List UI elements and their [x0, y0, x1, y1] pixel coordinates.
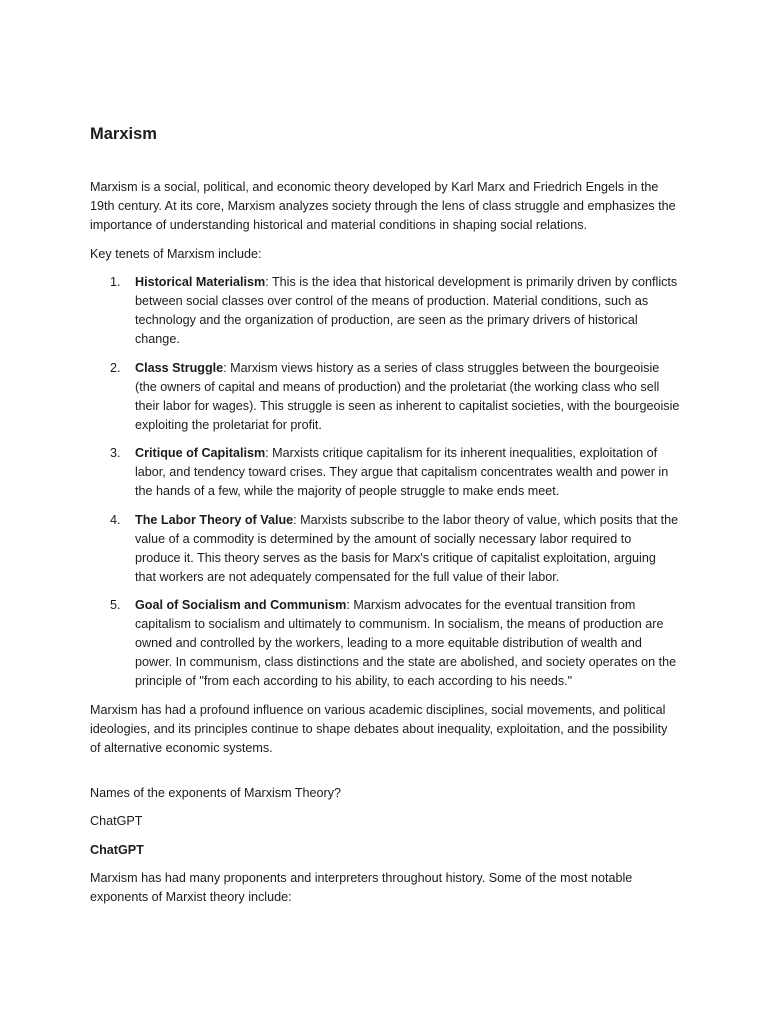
- speaker-label: ChatGPT: [90, 814, 143, 828]
- tenet-text: : Marxists subscribe to the labor theory of value, which posits that the value of a commodity is determined by the amount of socially necessary labor required to produce it. This theory serves as the basis for Marx's critique of capitalist exploitation, arguing that workers are not adequately compensated for the full value of their labor.: [135, 512, 679, 584]
- list-number: 2.: [110, 360, 121, 375]
- page-title: Marxism: [90, 125, 157, 143]
- list-item: [90, 444, 680, 501]
- list-number: 3.: [110, 446, 121, 460]
- speaker-label-bold: ChatGPT: [90, 842, 144, 857]
- tenet-text: : Marxists critique capitalism for its inherent inequalities, exploitation of labor, and tendency toward crises. They argue that capitalism concentrates wealth and power in the hands of a few, while the majority of people struggle to make ends meet.: [135, 446, 669, 498]
- conclusion-paragraph: Marxism has had a profound influence on various academic disciplines, social movements, and political ideologies, and its principles continue to shape debates about inequality, exploitation, and the possibility of alternative economic systems.: [90, 702, 668, 755]
- list-number: 1.: [110, 275, 121, 289]
- tenet-term: Goal of Socialism and Communism: [135, 598, 347, 612]
- tenet-term: Historical Materialism: [135, 275, 266, 289]
- list-item: [90, 273, 680, 349]
- list-item: [90, 511, 680, 587]
- intro-paragraph: Marxism is a social, political, and economic theory developed by Karl Marx and Friedrich Engels in the 19th century. At its core, Marxism analyzes society through the lens of class struggle and emphasizes the importance of understanding historical and material conditions in shaping social relations.: [90, 180, 676, 232]
- tenet-term: Class Struggle: [135, 360, 224, 375]
- list-item: [90, 596, 680, 691]
- tenet-term: Critique of Capitalism: [135, 446, 266, 460]
- tenet-text: : Marxism advocates for the eventual transition from capitalism to socialism and ultimately to communism. In socialism, the means of production are owned and controlled by the workers, leading to a more equitable distribution of wealth and power. In communism, class distinctions and the state are abolished, and society operates on the principle of "from each according to his ability, to each according to his needs.": [135, 598, 677, 688]
- question-text: Names of the exponents of Marxism Theory?: [90, 785, 342, 800]
- tenet-text: : Marxism views history as a series of class struggles between the bourgeoisie (the owners of capital and means of production) and the proletariat (the working class who sell their labor for wages). This struggle is seen as inherent to capitalist societies, with the bourgeoisie exploiting the proletariat for profit.: [135, 360, 680, 432]
- tenets-list: [90, 273, 680, 691]
- tenets-intro: Key tenets of Marxism include:: [90, 246, 262, 261]
- document-content: [90, 122, 680, 917]
- tenet-term: The Labor Theory of Value: [135, 512, 294, 527]
- answer-intro: Marxism has had many proponents and interpreters throughout history. Some of the most notable exponents of Marxist theory include:: [90, 871, 633, 904]
- list-item: [90, 359, 680, 435]
- list-number: 4.: [110, 512, 121, 527]
- tenet-text: : This is the idea that historical development is primarily driven by conflicts between social classes over control of the means of production. Material conditions, such as technology and the organization of production, are seen as the primary drivers of historical change.: [135, 275, 678, 346]
- list-number: 5.: [110, 598, 121, 612]
